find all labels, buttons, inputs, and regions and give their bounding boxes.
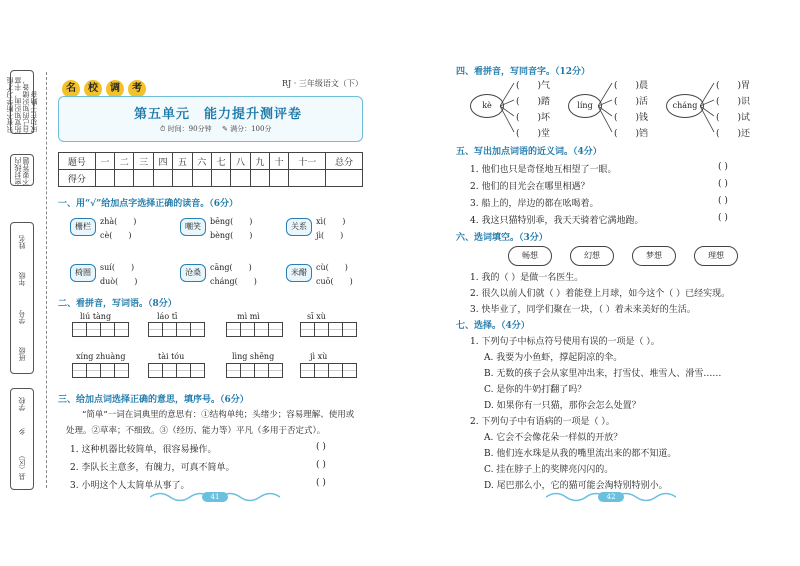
- score-cell[interactable]: [153, 170, 172, 187]
- pinyin-prompt: tài tóu: [158, 352, 185, 361]
- writing-grid[interactable]: [72, 322, 128, 337]
- score-h: 五: [173, 153, 192, 170]
- pinyin-oval: líng: [568, 94, 602, 118]
- word-cloud: 梦想: [632, 246, 676, 266]
- homophone-blank[interactable]: ( )坏: [516, 113, 551, 123]
- id-label: 学号: [18, 309, 26, 324]
- writing-grid[interactable]: [148, 363, 204, 378]
- homophone-char: 钱: [639, 113, 649, 123]
- brace-lines: [500, 78, 516, 138]
- school-info-box: [10, 388, 34, 490]
- logo-char-2: 校: [84, 80, 102, 98]
- brace-lines: [598, 78, 614, 138]
- student-info-box: [10, 222, 34, 374]
- sec3-title: 三、给加点词选择正确的意思，填序号。（6分）: [58, 395, 249, 405]
- score-table: [58, 152, 363, 187]
- score-h: 二: [115, 153, 134, 170]
- word-chip: 椅圈: [70, 264, 96, 282]
- answer-blank[interactable]: ( ): [718, 196, 728, 206]
- homophone-char: 晨: [639, 81, 649, 91]
- unit-title: 第五单元 能力提升测评卷: [133, 107, 302, 122]
- score-h: 九: [250, 153, 269, 170]
- py-close: ): [349, 277, 353, 286]
- sec5-title: 五、写出加点词语的近义词。（4分）: [456, 147, 602, 157]
- side-motto: [6, 70, 38, 134]
- word-cloud: 畅想: [508, 246, 552, 266]
- homophone-char: 试: [741, 113, 751, 123]
- sec6-item: 2. 很久以前人们就（ ）着能登上月球，如今这个（ ）已经实现。: [470, 289, 731, 299]
- py-close: ): [340, 231, 344, 240]
- homophone-char: 胃: [741, 81, 751, 91]
- score-h: 四: [153, 153, 172, 170]
- sec6-item: 3. 快毕业了，同学们聚在一块，（ ）着未来美好的生活。: [470, 305, 696, 315]
- score-cell[interactable]: [250, 170, 269, 187]
- homophone-blank[interactable]: ( )钱: [614, 113, 649, 123]
- score-cell[interactable]: [326, 170, 363, 187]
- pinyin-option[interactable]: [210, 262, 252, 273]
- school-label: 学校: [18, 397, 26, 412]
- choice-option[interactable]: B. 他们连水珠是从我的嘴里流出来的都不知道。: [484, 449, 677, 459]
- class-label: 班级: [18, 347, 26, 362]
- sec7-q2: 2. 下列句子中有语病的一项是（ ）。: [470, 417, 615, 427]
- pinyin-option[interactable]: [316, 216, 345, 227]
- pinyin-prompt: xíng zhuàng: [76, 352, 126, 361]
- homophone-char: 识: [741, 97, 751, 107]
- pinyin-prompt: láo tī: [157, 312, 178, 321]
- sec4-title: 四、看拼音，写同音字。（12分）: [456, 67, 591, 77]
- py-close: ): [249, 217, 253, 226]
- writing-grid[interactable]: [300, 322, 356, 337]
- homophone-char: 坏: [541, 113, 551, 123]
- py: suí(: [100, 263, 115, 272]
- word-chip: 关系: [286, 218, 312, 236]
- score-cell[interactable]: [192, 170, 211, 187]
- score-h: 一: [95, 153, 114, 170]
- pinyin-prompt: liú tàng: [80, 312, 112, 321]
- answer-blank[interactable]: ( ): [316, 460, 326, 470]
- sec3-q3: 3. 小明这个人太简单从事了。: [70, 481, 190, 491]
- homophone-blank[interactable]: ( )气: [516, 81, 551, 91]
- py-close: ): [344, 263, 348, 272]
- homophone-blank[interactable]: ( )试: [716, 113, 751, 123]
- score-row-label: 得分: [59, 170, 96, 187]
- choice-option[interactable]: A. 我要为小鱼虾，撑起阴凉的伞。: [484, 353, 623, 363]
- score-h: 三: [134, 153, 153, 170]
- sec6-title: 六、选词填空。（3分）: [456, 233, 548, 243]
- homophone-blank[interactable]: ( )还: [716, 129, 751, 139]
- brace-lines: [700, 78, 716, 138]
- answer-blank[interactable]: ( ): [316, 478, 326, 488]
- sec7-title: 七、选择。（4分）: [456, 321, 530, 331]
- pinyin-oval: cháng: [666, 94, 704, 118]
- choice-option[interactable]: D. 如果你有一只猫，那你会怎么处置？: [484, 401, 641, 411]
- pinyin-prompt: jì xù: [310, 352, 328, 361]
- score-text: 满分：100分: [230, 125, 272, 133]
- pinyin-prompt: sī xù: [307, 312, 326, 321]
- homophone-blank[interactable]: ( )堂: [516, 129, 551, 139]
- word-chip: 栅栏: [70, 218, 96, 236]
- score-h: 题号: [59, 153, 96, 170]
- score-h: 七: [211, 153, 230, 170]
- py-close: ): [248, 263, 252, 272]
- py: cè(: [100, 231, 113, 240]
- pinyin-option[interactable]: [100, 276, 137, 287]
- py: duò(: [100, 277, 119, 286]
- homophone-char: 踏: [541, 97, 551, 107]
- pinyin-prompt: lìng shēng: [232, 352, 275, 361]
- sec7-q1: 1. 下列句子中标点符号使用有误的一项是（ ）。: [470, 337, 660, 347]
- answer-blank[interactable]: ( ): [718, 213, 728, 223]
- pinyin-option[interactable]: [210, 216, 252, 227]
- time-text: 时间：90分钟: [167, 125, 212, 133]
- score-cell[interactable]: [289, 170, 326, 187]
- seal-line-note: [10, 154, 34, 186]
- grade-label: 年级: [18, 272, 26, 287]
- logo-char-3: 调: [106, 80, 124, 98]
- homophone-blank[interactable]: ( )活: [614, 97, 649, 107]
- score-cell[interactable]: [173, 170, 192, 187]
- homophone-char: 活: [639, 97, 649, 107]
- score-value-row: [59, 170, 363, 187]
- py: bèng(: [210, 231, 234, 240]
- sec5-item: 4. 我这只猫特别乖，我天天骑着它满地跑。: [470, 216, 644, 226]
- answer-blank[interactable]: ( ): [718, 162, 728, 172]
- pinyin-option[interactable]: [210, 276, 257, 287]
- sec3-q2: 2. 李队长主意多，有魄力，可真不简单。: [70, 463, 235, 473]
- writing-grid[interactable]: [226, 363, 282, 378]
- brand-logo: [62, 76, 180, 98]
- sec3-q1: 1. 这种机器比较简单，很容易操作。: [70, 445, 217, 455]
- homophone-blank[interactable]: ( )胃: [716, 81, 751, 91]
- pinyin-option[interactable]: [210, 230, 252, 241]
- logo-char-1: 名: [62, 80, 80, 98]
- py: cù(: [316, 263, 329, 272]
- score-h: 十: [270, 153, 289, 170]
- choice-option[interactable]: A. 它会不会像花朵一样似的开放？: [484, 433, 623, 443]
- homophone-char: 堂: [541, 129, 551, 139]
- pinyin-option[interactable]: [316, 262, 348, 273]
- py: cháng(: [210, 277, 238, 286]
- answer-blank[interactable]: ( ): [718, 179, 728, 189]
- homophone-blank[interactable]: ( )踏: [516, 97, 551, 107]
- answer-blank[interactable]: ( ): [316, 442, 326, 452]
- py: jì(: [316, 231, 325, 240]
- name-label: 姓名: [18, 234, 26, 249]
- py-close: ): [133, 217, 137, 226]
- py-close: ): [130, 263, 135, 272]
- word-cloud: 幻想: [570, 246, 614, 266]
- choice-option[interactable]: C. 挂在脖子上的奖牌亮闪闪的。: [484, 465, 614, 475]
- sec5-item: 1. 他们也只是奇怪地互相望了一眼。: [470, 165, 617, 175]
- score-cell[interactable]: [231, 170, 250, 187]
- writing-grid[interactable]: [148, 322, 204, 337]
- py-close: ): [134, 277, 138, 286]
- homophone-char: 气: [541, 81, 551, 91]
- choice-option[interactable]: D. 尾巴那么小，它的猫可能会淘特别特别小。: [484, 481, 668, 491]
- binding-sidebar: [4, 70, 38, 490]
- writing-grid[interactable]: [226, 322, 282, 337]
- score-cell[interactable]: [270, 170, 289, 187]
- score-label: ✎ 满分：100分: [222, 125, 272, 133]
- grade-tag: RJ · 三年级语文（下）: [282, 79, 363, 88]
- score-cell[interactable]: [134, 170, 153, 187]
- homophone-blank[interactable]: ( )铛: [614, 129, 649, 139]
- word-chip: 嘲笑: [180, 218, 206, 236]
- score-h: 总分: [326, 153, 363, 170]
- py-close: ): [128, 231, 132, 240]
- py: bēng(: [210, 217, 234, 226]
- time-label: ⏱ 时间：90分钟: [160, 125, 212, 133]
- score-h: 十一: [289, 153, 326, 170]
- sec3-intro-2: 处理。②草率；不细致。③（经历、能力等）平凡（多用于否定式）。: [66, 426, 326, 436]
- score-cell[interactable]: [95, 170, 114, 187]
- writing-grid[interactable]: [300, 363, 356, 378]
- county-label: 县（区）: [18, 452, 26, 481]
- sec1-items: [70, 216, 365, 296]
- py-close: ): [249, 231, 253, 240]
- word-chip: 米醋: [286, 264, 312, 282]
- py: xì(: [316, 217, 327, 226]
- side-motto-text: 只有不断学习才能拓宽知识面，丰富自己的知识储备，成功在于勤奋: [6, 77, 38, 133]
- homophone-blank[interactable]: ( )识: [716, 97, 751, 107]
- sec3-intro-1: “简单”一词在词典里的意思有：①结构单纯；头绪少；容易理解、使用或: [82, 410, 355, 420]
- cut-line: [46, 72, 47, 488]
- sec6-item: 1. 我的（ ）是做一名医生。: [470, 273, 584, 283]
- word-chip: 沧桑: [180, 264, 206, 282]
- logo-char-4: 考: [128, 80, 146, 98]
- pinyin-option[interactable]: [316, 230, 343, 241]
- page-number: 41: [202, 492, 228, 502]
- py-close: ): [342, 217, 346, 226]
- pinyin-option[interactable]: [100, 230, 131, 241]
- score-header-row: [59, 153, 363, 170]
- town-label: 乡: [18, 428, 26, 436]
- pinyin-option[interactable]: [100, 262, 134, 273]
- pinyin-prompt: mì mì: [237, 312, 260, 321]
- pinyin-option[interactable]: [316, 276, 353, 287]
- score-cell[interactable]: [115, 170, 134, 187]
- pinyin-option[interactable]: [100, 216, 136, 227]
- page-number: 42: [598, 492, 624, 502]
- sec1-title: 一、用“√”给加点字选择正确的读音。（6分）: [58, 199, 239, 209]
- py-close: ): [253, 277, 257, 286]
- py: cuō(: [316, 277, 334, 286]
- score-cell[interactable]: [211, 170, 230, 187]
- seal-line-text: 密封线内不要答题: [14, 157, 30, 185]
- sec2-title: 二、看拼音，写词语。（8分）: [58, 299, 177, 309]
- py: cāng(: [210, 263, 233, 272]
- pinyin-oval: kè: [470, 94, 504, 118]
- word-cloud: 理想: [694, 246, 738, 266]
- score-h: 八: [231, 153, 250, 170]
- sec5-item: 3. 船上的，岸边的都在吆喝着。: [470, 199, 599, 209]
- homophone-blank[interactable]: ( )晨: [614, 81, 649, 91]
- choice-option[interactable]: B. 无数的孩子会从家里冲出来，打雪仗、堆雪人、滑雪……: [484, 369, 722, 379]
- sec5-item: 2. 他们的目光会在哪里相遇？: [470, 182, 590, 192]
- homophone-char: 铛: [639, 129, 649, 139]
- writing-grid[interactable]: [72, 363, 128, 378]
- score-h: 六: [192, 153, 211, 170]
- choice-option[interactable]: C. 是你的牛奶打翻了吗？: [484, 385, 587, 395]
- py: zhà(: [100, 217, 118, 226]
- homophone-char: 还: [741, 129, 751, 139]
